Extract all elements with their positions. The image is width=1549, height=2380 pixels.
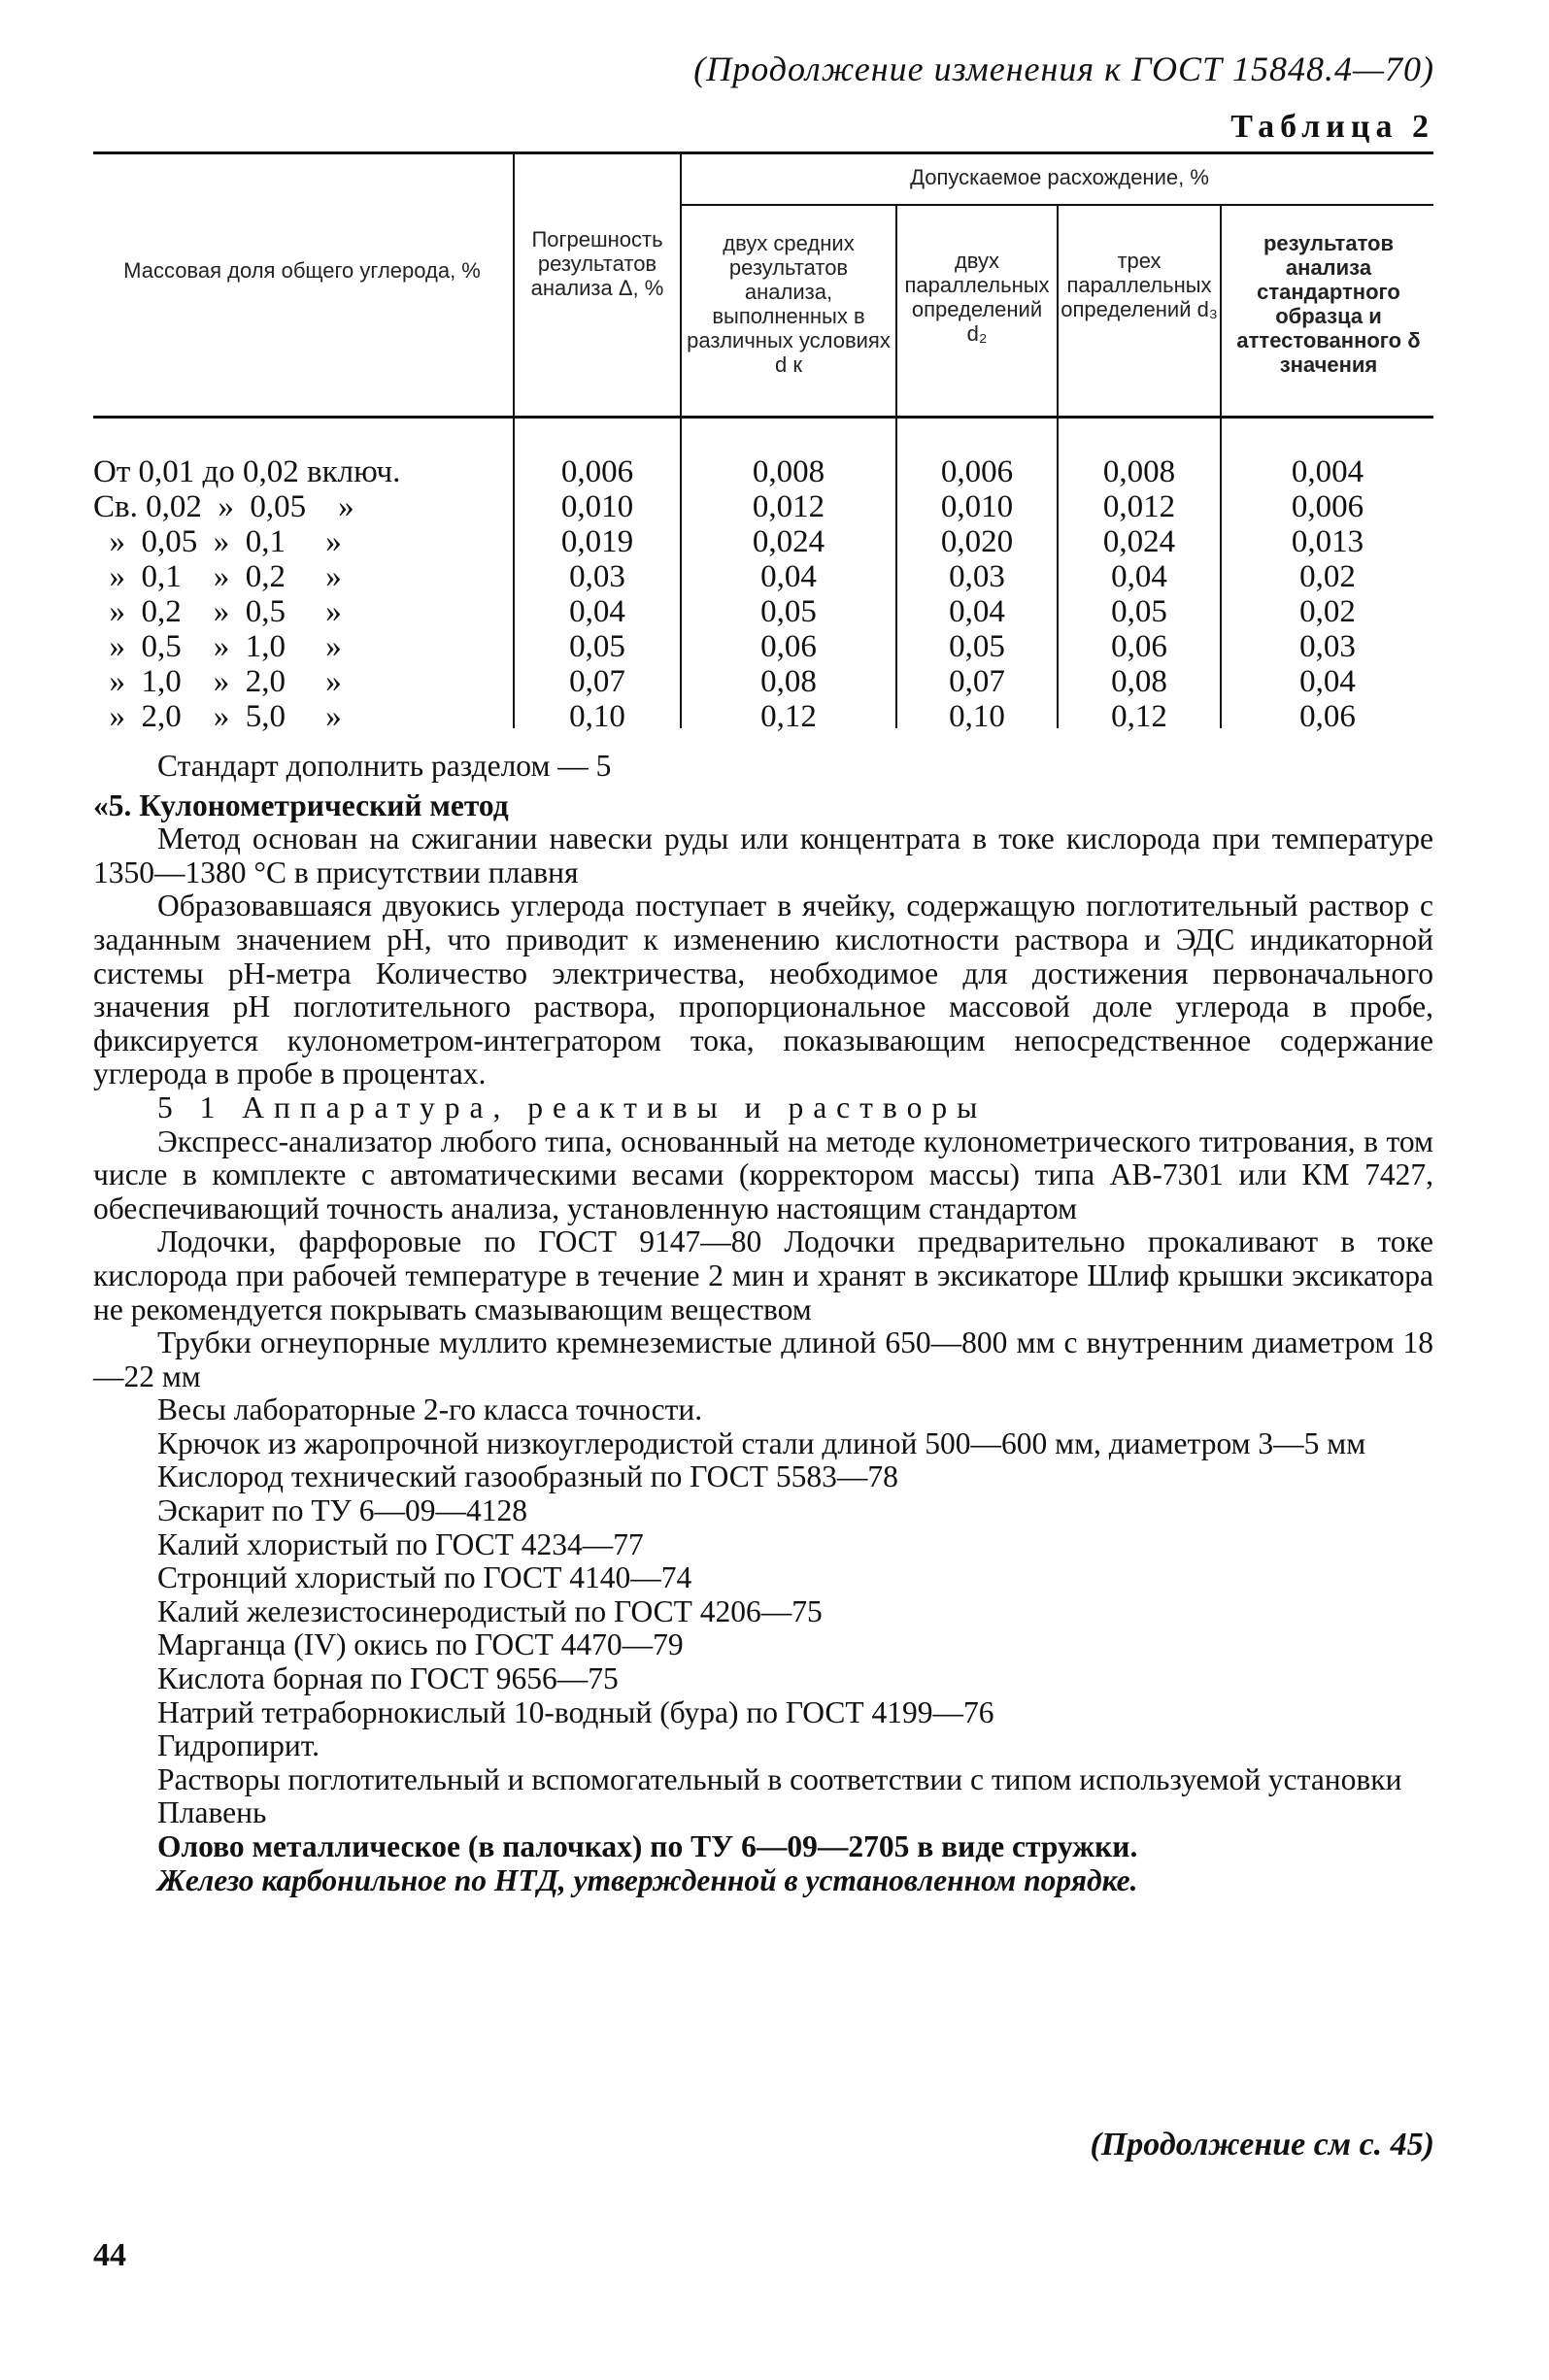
sub-header-standard-sample: результатов анализа стандартного образца и аттестованного δ значения xyxy=(1236,231,1421,377)
cell-d2: 0,03 xyxy=(949,559,1005,594)
list-item: Натрий тетраборнокислый 10-водный (бура) по ГОСТ 4199—76 xyxy=(157,1694,994,1729)
row-label: » 0,5 » 1,0 » xyxy=(93,629,342,664)
cell-d2: 0,020 xyxy=(940,524,1014,559)
cell-error: 0,04 xyxy=(569,594,625,629)
cell-delta: 0,02 xyxy=(1299,559,1356,594)
cell-d2: 0,07 xyxy=(949,664,1005,699)
row-label: От 0,01 до 0,02 включ. xyxy=(93,454,401,489)
list-item: Гидропирит. xyxy=(157,1728,320,1763)
cell-delta: 0,006 xyxy=(1291,489,1364,524)
cell-error: 0,03 xyxy=(569,559,625,594)
list-item: Кислород технический газообразный по ГОСТ 5583—78 xyxy=(157,1459,898,1494)
cell-d3: 0,05 xyxy=(1111,594,1167,629)
paragraph: Растворы поглотительный и вспомогательный в соответствии с типом используемой установки xyxy=(157,1761,1402,1796)
cell-d2: 0,05 xyxy=(949,629,1005,664)
cell-error: 0,10 xyxy=(569,699,625,734)
footer-continuation: (Продолжение см с. 45) xyxy=(1090,2127,1434,2162)
list-item: Калий хлористый по ГОСТ 4234—77 xyxy=(157,1526,644,1561)
cell-delta: 0,02 xyxy=(1299,594,1356,629)
cell-d3: 0,024 xyxy=(1102,524,1176,559)
section-5-1-title: 5 1 Аппаратура, реактивы и растворы xyxy=(157,1089,988,1124)
cell-d3: 0,04 xyxy=(1111,559,1167,594)
body-text xyxy=(93,750,1433,1897)
add-section-note: Стандарт дополнить разделом — 5 xyxy=(157,749,612,783)
cell-error: 0,05 xyxy=(569,629,625,664)
section-5-title: «5. Кулонометрический метод xyxy=(93,788,509,822)
cell-error: 0,010 xyxy=(560,489,634,524)
cell-d3: 0,008 xyxy=(1102,454,1176,489)
cell-error: 0,019 xyxy=(560,524,634,559)
paragraph: Экспресс-анализатор любого типа, основанный на методе кулонометрического титрования, в том числе в комплекте с автоматическими весами (корректором массы) типа АВ-7301 или КМ 7427, обеспечивающий точность анализа, установленную настоящим стандартом xyxy=(93,1123,1433,1225)
paragraph: Трубки огнеупорные муллито кремнеземистые длиной 650—800 мм с внутренним диаметром 18—22 мм xyxy=(93,1325,1433,1393)
sub-header-two-means: двух средних результатов анализа, выполненных в различных условиях d к xyxy=(687,231,891,377)
cell-dk: 0,06 xyxy=(760,629,817,664)
cell-error: 0,006 xyxy=(560,454,634,489)
list-item: Эскарит по ТУ 6—09—4128 xyxy=(157,1493,527,1528)
cell-dk: 0,024 xyxy=(752,524,825,559)
cell-d3: 0,06 xyxy=(1111,629,1167,664)
cell-d2: 0,006 xyxy=(940,454,1014,489)
cell-dk: 0,04 xyxy=(760,559,817,594)
table-label: Таблица 2 xyxy=(1230,109,1434,145)
paragraph: Образовавшаяся двуокись углерода поступает в ячейку, содержащую поглотительный раствор с заданным значением рН, что приводит к изменению кислотности раствора и ЭДС индикаторной системы рН-метра Количество электричества, необходимое для достижения первоначального значения рН поглотительного раствора, пропорциональное массовой доле углерода в пробе, фиксируется кулонометром-интегратором тока, показывающим непосредственное содержание углерода в пробе в процентах. xyxy=(93,888,1433,1091)
cell-delta: 0,06 xyxy=(1299,699,1356,734)
row-label: Св. 0,02 » 0,05 » xyxy=(93,489,354,524)
list-item: Плавень xyxy=(157,1795,267,1830)
list-item: Железо карбонильное по НТД, утвержденной в установленном порядке. xyxy=(157,1862,1138,1897)
cell-delta: 0,04 xyxy=(1299,664,1356,699)
cell-dk: 0,12 xyxy=(760,699,817,734)
cell-dk: 0,008 xyxy=(752,454,825,489)
cell-d3: 0,12 xyxy=(1111,699,1167,734)
cell-dk: 0,012 xyxy=(752,489,825,524)
page-number: 44 xyxy=(93,2237,126,2273)
table-top-rule xyxy=(93,151,1433,154)
col-header-error: Погрешность результатов анализа Δ, % xyxy=(530,227,664,300)
list-item: Калий железистосинеродистый по ГОСТ 4206—75 xyxy=(157,1593,823,1628)
table-header-rule xyxy=(93,416,1433,419)
row-label: » 2,0 » 5,0 » xyxy=(93,699,342,734)
paragraph: Метод основан на сжигании навески руды или концентрата в токе кислорода при температуре 1350—1380 °С в присутствии плавня xyxy=(93,821,1433,889)
list-item: Марганца (IV) окись по ГОСТ 4470—79 xyxy=(157,1627,684,1662)
cell-error: 0,07 xyxy=(569,664,625,699)
cell-dk: 0,05 xyxy=(760,594,817,629)
cell-d3: 0,08 xyxy=(1111,664,1167,699)
cell-d2: 0,10 xyxy=(949,699,1005,734)
row-label: » 0,05 » 0,1 » xyxy=(93,524,342,559)
list-item: Кислота борная по ГОСТ 9656—75 xyxy=(157,1661,619,1696)
row-label: » 0,1 » 0,2 » xyxy=(93,559,342,594)
row-label: » 1,0 » 2,0 » xyxy=(93,664,342,699)
sub-header-three-parallel: трех параллельных определений d₃ xyxy=(1061,249,1218,321)
paragraph: Лодочки, фарфоровые по ГОСТ 9147—80 Лодочки предварительно прокаливают в токе кислорода при рабочей температуре в течение 2 мин и хранят в эксикаторе Шлиф крышки эксикатора не рекомендуется покрывать смазывающим веществом xyxy=(93,1224,1433,1326)
col-header-mass-fraction: Массовая доля общего углерода, % xyxy=(123,258,481,283)
cell-delta: 0,013 xyxy=(1291,524,1364,559)
list-item: Олово металлическое (в палочках) по ТУ 6—09—2705 в виде стружки. xyxy=(157,1829,1138,1863)
header-continuation: (Продолжение изменения к ГОСТ 15848.4—70) xyxy=(693,50,1434,88)
cell-delta: 0,004 xyxy=(1291,454,1364,489)
cell-d2: 0,04 xyxy=(949,594,1005,629)
cell-d2: 0,010 xyxy=(940,489,1014,524)
cell-d3: 0,012 xyxy=(1102,489,1176,524)
sub-header-two-parallel: двух параллельных определений d₂ xyxy=(904,249,1050,346)
cell-delta: 0,03 xyxy=(1299,629,1356,664)
cell-dk: 0,08 xyxy=(760,664,817,699)
paragraph: Весы лабораторные 2-го класса точности. xyxy=(157,1392,703,1427)
list-item: Стронций хлористый по ГОСТ 4140—74 xyxy=(157,1560,692,1595)
group-header-discrepancy: Допускаемое расхождение, % xyxy=(910,165,1209,189)
paragraph: Крючок из жаропрочной низкоуглеродистой стали длиной 500—600 мм, диаметром 3—5 мм xyxy=(157,1425,1366,1460)
row-label: » 0,2 » 0,5 » xyxy=(93,594,342,629)
